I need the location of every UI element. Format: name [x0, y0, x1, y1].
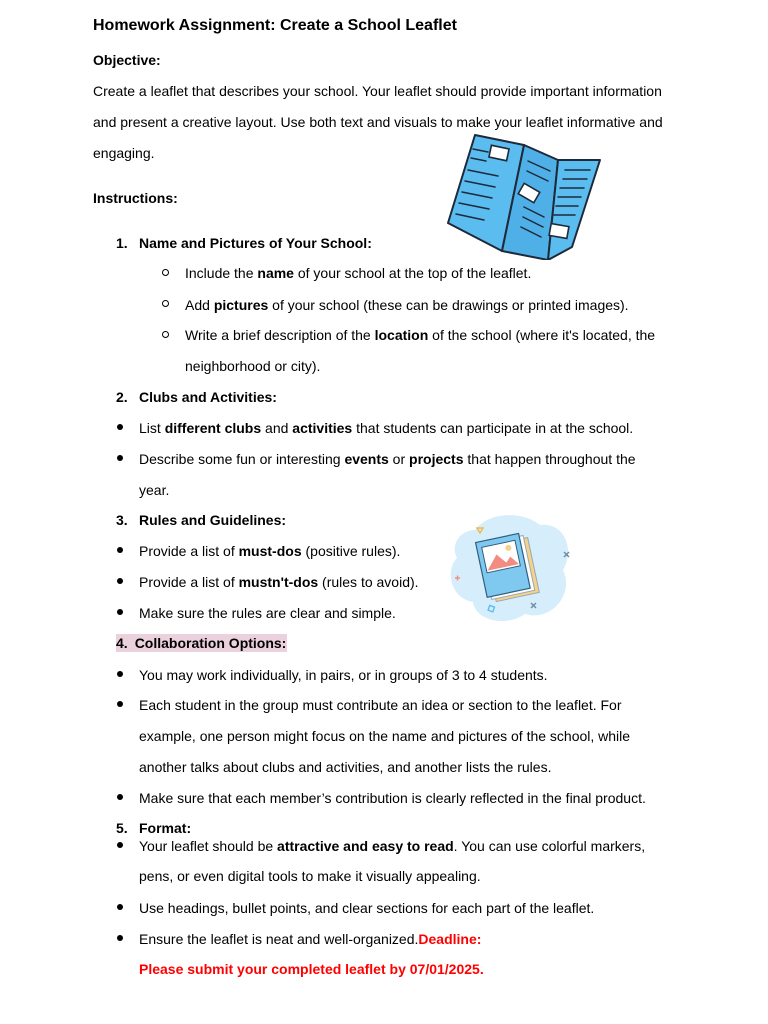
bullet-dot [117, 904, 123, 910]
section-4-heading-highlight [116, 634, 287, 652]
document-title: Homework Assignment: Create a School Leaflet [93, 17, 457, 34]
section-5-number: 5. [116, 820, 128, 836]
section-2-heading: Clubs and Activities: [139, 389, 277, 405]
section-2-bullet-1: List different clubs and activities that students can participate in at the school. [139, 420, 634, 436]
section-5-bullet-2: Use headings, bullet points, and clear sections for each part of the leaflet. [139, 900, 595, 916]
bullet-dot [117, 794, 123, 800]
bullet-dot [117, 547, 123, 553]
section-1-number: 1. [116, 235, 128, 251]
section-4-bullet-3: Make sure that each member’s contribution is clearly reflected in the final product. [139, 790, 646, 806]
bullet-dot [117, 578, 123, 584]
bullet-circle [162, 331, 169, 338]
section-2-bullet-2: Describe some fun or interesting events or projects that happen throughout the [139, 451, 636, 467]
bullet-dot [117, 671, 123, 677]
section-1-bullet-3-cont: neighborhood or city). [185, 358, 321, 374]
section-1-heading: Name and Pictures of Your School: [139, 235, 372, 251]
instructions-heading: Instructions: [93, 190, 178, 206]
objective-heading: Objective: [93, 52, 161, 68]
objective-line-3: engaging. [93, 145, 155, 161]
section-4-number: 4. [116, 635, 128, 651]
section-4-bullet-2-line-1: Each student in the group must contribute an idea or section to the leaflet. For [139, 697, 622, 713]
leaflet-illustration [440, 125, 610, 260]
bullet-dot [117, 424, 123, 430]
section-5-heading: Format: [139, 820, 192, 836]
bullet-circle [162, 300, 169, 307]
bullet-dot [117, 455, 123, 461]
objective-line-2: and present a creative layout. Use both text and visuals to make your leaflet informative and [93, 114, 663, 130]
deadline-label: Deadline: [418, 931, 482, 947]
section-3-number: 3. [116, 512, 128, 528]
bullet-dot [117, 609, 123, 615]
photo-booklet-illustration [445, 510, 575, 630]
section-5-bullet-3: Ensure the leaflet is neat and well-organized.Deadline: [139, 931, 482, 947]
section-5-bullet-1-cont: pens, or even digital tools to make it visually appealing. [139, 868, 481, 884]
section-4-bullet-2-line-3: another talks about clubs and activities, and another lists the rules. [139, 759, 552, 775]
section-4-heading: Collaboration Options: [134, 635, 287, 651]
bullet-circle [162, 269, 169, 276]
objective-line-1: Create a leaflet that describes your school. Your leaflet should provide important information [93, 83, 662, 99]
section-5-bullet-1: Your leaflet should be attractive and easy to read. You can use colorful markers, [139, 838, 646, 854]
bullet-dot [117, 842, 123, 848]
section-1-bullet-3: Write a brief description of the location of the school (where it's located, the [185, 327, 656, 343]
section-3-bullet-2: Provide a list of mustn't-dos (rules to avoid). [139, 574, 419, 590]
section-1-bullet-2: Add pictures of your school (these can be drawings or printed images). [185, 297, 629, 313]
section-2-bullet-2-cont: year. [139, 482, 170, 498]
section-3-heading: Rules and Guidelines: [139, 512, 287, 528]
deadline-text: Please submit your completed leaflet by 07/01/2025. [139, 961, 484, 977]
section-2-number: 2. [116, 389, 128, 405]
section-1-bullet-1: Include the name of your school at the top of the leaflet. [185, 265, 532, 281]
bullet-dot [117, 701, 123, 707]
section-4-bullet-1: You may work individually, in pairs, or in groups of 3 to 4 students. [139, 667, 548, 683]
bullet-dot [117, 935, 123, 941]
section-3-bullet-3: Make sure the rules are clear and simple. [139, 605, 396, 621]
section-4-bullet-2-line-2: example, one person might focus on the name and pictures of the school, while [139, 728, 631, 744]
section-3-bullet-1: Provide a list of must-dos (positive rules). [139, 543, 401, 559]
